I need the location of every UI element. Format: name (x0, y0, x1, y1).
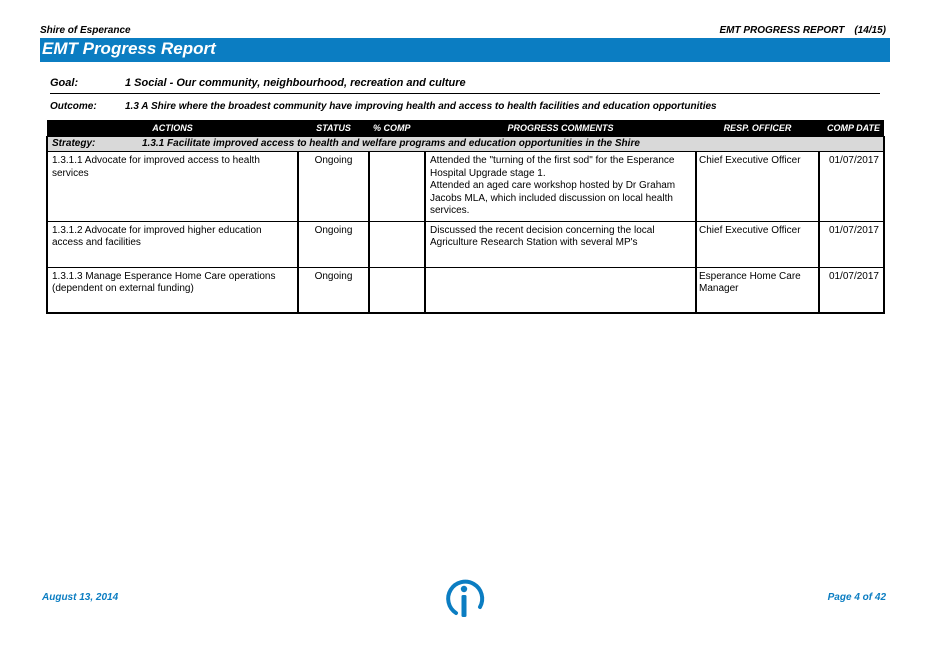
comp-date-cell: 01/07/2017 (819, 221, 884, 267)
comment-line: Attended the "turning of the first sod" for the Esperance Hospital Upgrade stage 1. (430, 155, 675, 179)
comp-cell (369, 267, 425, 313)
actions-table (46, 120, 885, 314)
table-row (47, 221, 884, 267)
goal-label: Goal: (50, 77, 79, 89)
strategy-cell (47, 136, 884, 152)
footer-date: August 13, 2014 (42, 592, 119, 603)
action-cell: 1.3.1.1 Advocate for improved access to health services (47, 152, 298, 222)
comp-cell (369, 152, 425, 222)
organisation-name: Shire of Esperance (40, 25, 131, 36)
report-page-indicator: (14/15) (854, 25, 886, 36)
footer-page-number: Page 4 of 42 (827, 592, 886, 603)
table-row (47, 152, 884, 222)
comment-line: Discussed the recent decision concerning the local Agriculture Research Station with several MP's (430, 224, 655, 248)
comments-cell (425, 221, 696, 267)
column-header-status: STATUS (298, 120, 369, 136)
strategy-label: Strategy: (52, 137, 96, 149)
officer-cell: Esperance Home Care Manager (696, 267, 819, 313)
comment-line: Attended an aged care workshop hosted by Dr Graham Jacobs MLA, which included discussion on local health services. (430, 180, 676, 216)
status-cell: Ongoing (298, 267, 369, 313)
status-cell: Ongoing (298, 221, 369, 267)
banner-title: EMT Progress Report (42, 39, 216, 58)
goal-row (50, 77, 880, 94)
comments-cell (425, 267, 696, 313)
strategy-row (47, 136, 884, 152)
outcome-label: Outcome: (50, 101, 97, 112)
title-banner (40, 38, 890, 62)
comp-cell (369, 221, 425, 267)
report-header (719, 25, 886, 36)
comp-date-cell: 01/07/2017 (819, 267, 884, 313)
column-header-officer: RESP. OFFICER (696, 120, 819, 136)
info-i-logo-icon (442, 577, 488, 619)
action-cell: 1.3.1.3 Manage Esperance Home Care operations (dependent on external funding) (47, 267, 298, 313)
officer-cell: Chief Executive Officer (696, 221, 819, 267)
goal-text: 1 Social - Our community, neighbourhood, recreation and culture (125, 77, 466, 89)
table-row (47, 267, 884, 313)
officer-cell: Chief Executive Officer (696, 152, 819, 222)
status-cell: Ongoing (298, 152, 369, 222)
report-title: EMT PROGRESS REPORT (719, 25, 845, 36)
column-header-comp-date: COMP DATE (819, 120, 884, 136)
column-header-comp: % COMP (369, 120, 425, 136)
outcome-text: 1.3 A Shire where the broadest community have improving health and access to health facilities and education opportunities (125, 101, 717, 112)
comments-cell (425, 152, 696, 222)
action-cell: 1.3.1.2 Advocate for improved higher education access and facilities (47, 221, 298, 267)
column-header-actions: ACTIONS (47, 120, 298, 136)
comp-date-cell: 01/07/2017 (819, 152, 884, 222)
strategy-text: 1.3.1 Facilitate improved access to health and welfare programs and education opportunities in the Shire (142, 137, 640, 149)
table-header-row (47, 120, 884, 136)
column-header-comments: PROGRESS COMMENTS (425, 120, 696, 136)
